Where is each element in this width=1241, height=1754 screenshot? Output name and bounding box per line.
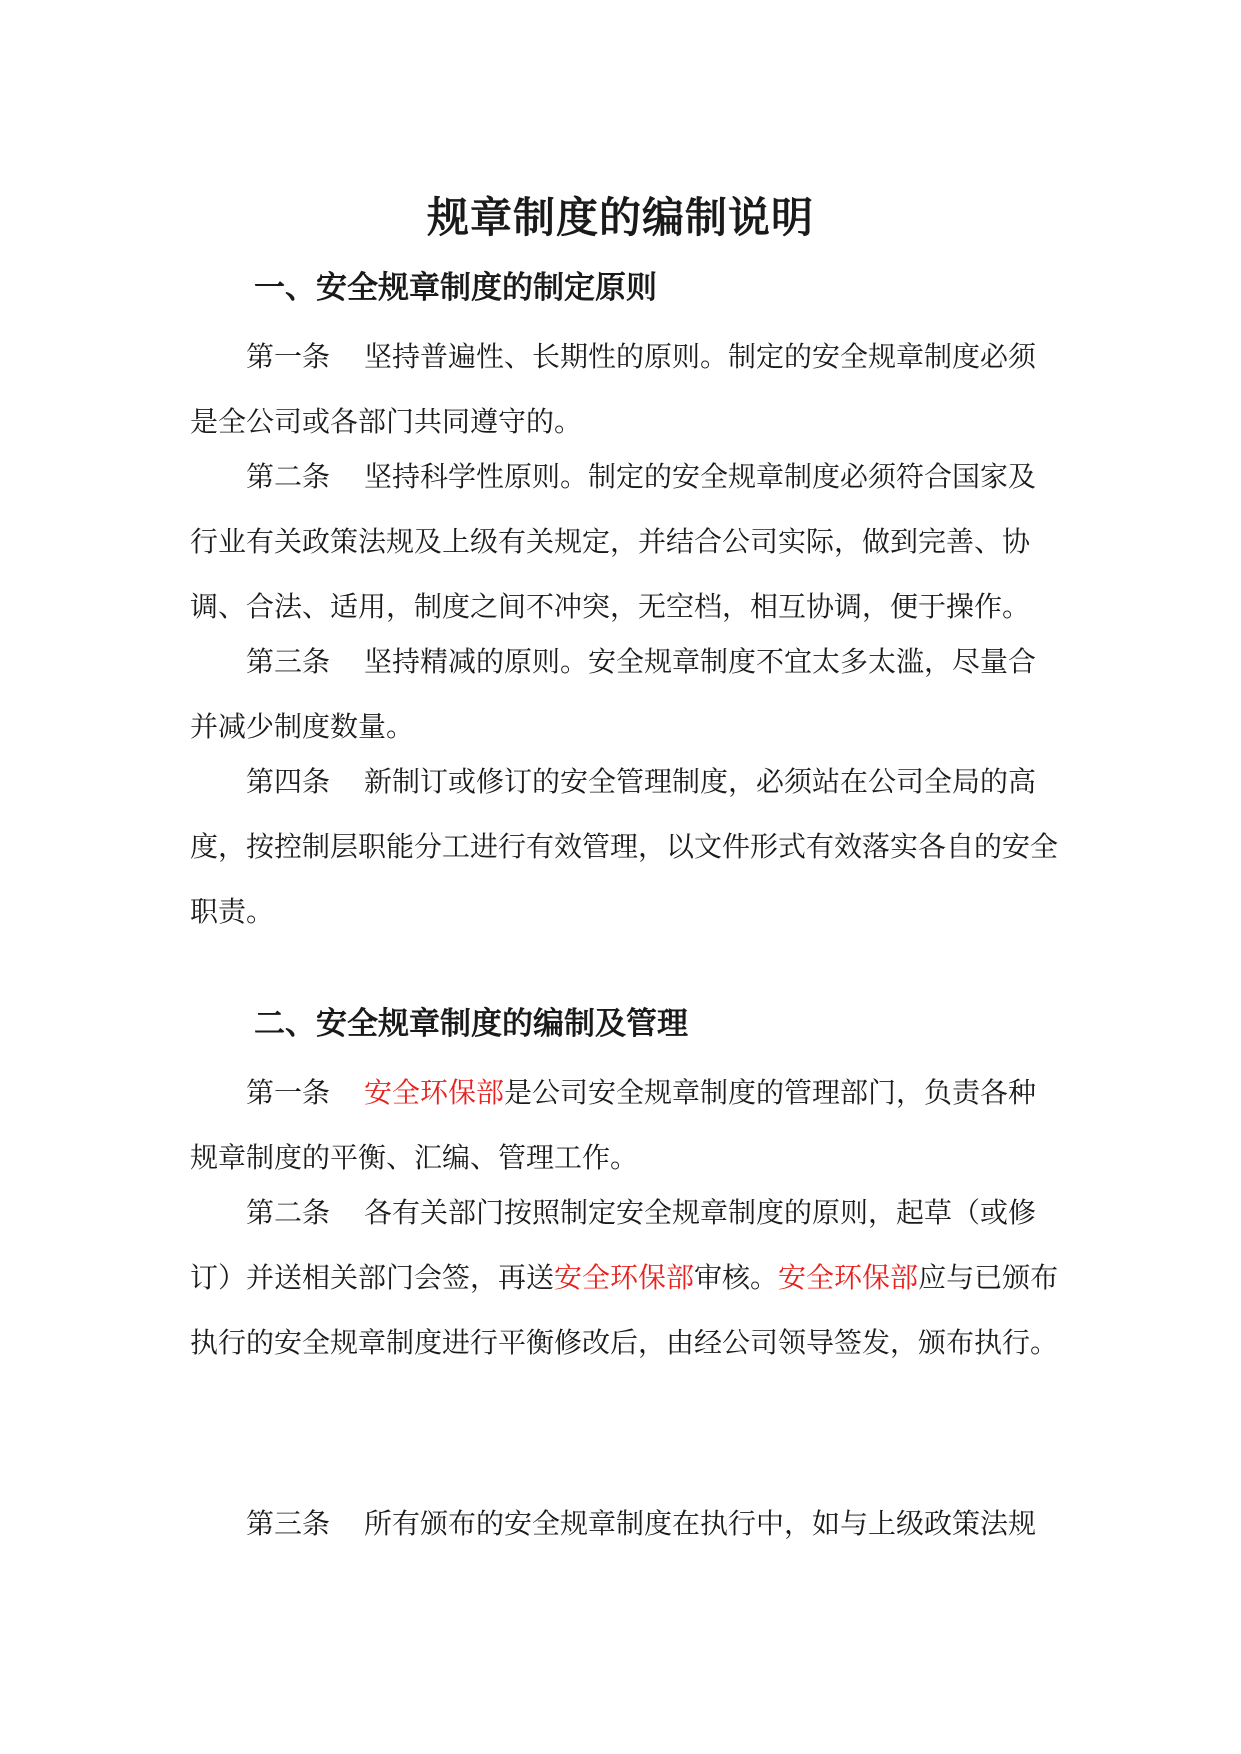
section-2-article-3	[190, 1491, 1060, 1556]
section-heading-1: 一、安全规章制度的制定原则	[254, 270, 657, 306]
article-text: 坚持精减的原则。安全规章制度不宜太多太滥，尽量合并减少制度数量。	[190, 645, 1037, 743]
section-1-article-2	[190, 444, 1060, 639]
section-2-article-1	[190, 1060, 1060, 1190]
article-text: 新制订或修订的安全管理制度，必须站在公司全局的高度，按控制层职能分工进行有效管理，以文件形式有效落实各自的安全职责。	[190, 765, 1059, 928]
department-name-highlight: 安全环保部	[364, 1076, 505, 1109]
article-text: 是公司安全规章制度的管理部门，负责各种规章制度的平衡、汇编、管理工作。	[190, 1076, 1037, 1174]
department-name-highlight: 安全环保部	[778, 1261, 919, 1294]
article-number: 第二条	[246, 1196, 331, 1229]
article-number: 第三条	[246, 645, 331, 678]
article-number: 第二条	[246, 460, 331, 493]
article-text: 审核。	[694, 1261, 779, 1294]
article-text: 坚持科学性原则。制定的安全规章制度必须符合国家及行业有关政策法规及上级有关规定，并结合公司实际，做到完善、协调、合法、适用，制度之间不冲突，无空档，相互协调，便于操作。	[190, 460, 1037, 623]
article-text: 所有颁布的安全规章制度在执行中，如与上级政策法规	[364, 1507, 1037, 1540]
section-2-article-2	[190, 1180, 1060, 1375]
section-1-article-4	[190, 749, 1060, 944]
department-name-highlight: 安全环保部	[554, 1261, 695, 1294]
article-text: 应与已颁布执行的安全规章制度进行平衡修改后，由经公司领导签发，颁布执行。	[190, 1261, 1059, 1359]
article-text: 坚持普遍性、长期性的原则。制定的安全规章制度必须是全公司或各部门共同遵守的。	[190, 340, 1037, 438]
article-text: 各有关部门按照制定安全规章制度的原则，起草（或修订）并送相关部门会签，再送	[190, 1196, 1037, 1294]
document-title: 规章制度的编制说明	[426, 193, 814, 242]
article-number: 第一条	[246, 1076, 331, 1109]
section-1-article-3	[190, 629, 1060, 759]
section-1-article-1	[190, 324, 1060, 454]
article-number: 第一条	[246, 340, 331, 373]
article-number: 第四条	[246, 765, 331, 798]
section-heading-2: 二、安全规章制度的编制及管理	[254, 1006, 688, 1042]
article-number: 第三条	[246, 1507, 331, 1540]
